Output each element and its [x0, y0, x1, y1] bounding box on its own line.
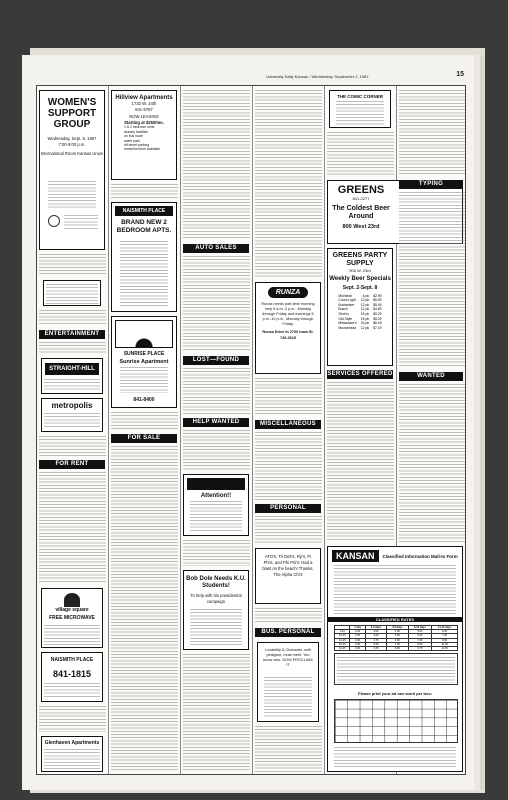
rates-cell: 2.50 — [350, 634, 365, 638]
beer-name: Budweiser — [338, 302, 355, 307]
entertainment-text — [39, 342, 106, 354]
naismith-features — [120, 241, 168, 307]
rates-column-header: 4-5 days — [387, 626, 408, 630]
attention-logo — [187, 478, 245, 490]
attention-ad — [183, 474, 249, 536]
column-4 — [253, 86, 325, 774]
lovability-ad — [257, 642, 319, 722]
col1-text-block — [39, 254, 106, 276]
column-3 — [181, 86, 253, 774]
comic-corner-title: THE COMIC CORNER — [337, 94, 383, 99]
hillview-now-leasing: NOW LEASING — [129, 114, 159, 120]
village-square-text — [44, 625, 100, 645]
greens-phone: 841-2277 — [352, 196, 370, 201]
lovability-text — [264, 677, 312, 717]
beer-name: Michelob — [338, 293, 352, 298]
kansan-form-subtitle: Classified Information Mail-In Form — [382, 553, 458, 559]
rates-cell: 31-35 — [335, 646, 350, 650]
col4-listings — [255, 90, 322, 278]
kansan-logo: KANSAN — [332, 550, 379, 562]
glenhaven-title: Glenhaven Apartments — [44, 740, 100, 746]
kansas-city-ad — [43, 280, 101, 306]
hillview-phone: 841-5797 — [135, 106, 153, 112]
newspaper-page — [22, 55, 474, 790]
services-offered-header: SERVICES OFFERED — [327, 371, 393, 377]
col5-text-block — [327, 132, 394, 176]
rates-cell: 8.50 — [408, 642, 432, 646]
beer-price: $5.39 — [373, 298, 382, 303]
col6-text-block — [399, 90, 465, 176]
greens-tagline: The Coldest Beer Around — [332, 204, 390, 220]
womens-support-title: WOMEN'S SUPPORT GROUP — [47, 97, 97, 130]
beer-name: Stroh's — [338, 311, 349, 316]
rates-cell: 6.00 — [432, 630, 458, 634]
naismith2-text — [44, 683, 100, 699]
hillview-title: Hillview Apartments — [115, 95, 173, 101]
hillview-address: 1733 W. 24th — [131, 101, 157, 106]
ad-line-prompt: Please print your ad one word per box: — [357, 691, 432, 696]
pack-size: 12 pk — [360, 302, 370, 307]
pack-size: 24 pk — [360, 321, 370, 326]
pack-size: 12 pk — [360, 325, 370, 330]
comic-corner-ad — [329, 90, 391, 128]
wanted-listings — [399, 384, 465, 542]
hillview-ad — [111, 90, 177, 180]
for-rent-header: FOR RENT — [39, 460, 105, 469]
help-wanted-listings — [183, 430, 250, 470]
hillview-feature: rental furniture available — [124, 147, 161, 152]
rates-cell: 4.00 — [365, 634, 386, 638]
rates-cell: 6.00 — [387, 638, 408, 642]
attention-title: Attention!! — [200, 493, 232, 499]
straight-hill-ad — [41, 358, 103, 394]
personal-thanks-body: ATO's, Tri Delt's, Fiji's, Pi Phi's, and Phi Psi's: Had a blast on the beach! Thanks, The Alpha Chi's — [262, 554, 314, 577]
col4-text-block-2 — [255, 608, 322, 624]
col2-text-block-2 — [111, 412, 178, 430]
naismith-place-ad-2 — [41, 652, 103, 702]
rates-cell: 5.50 — [365, 642, 386, 646]
metropolis-ad — [41, 398, 103, 432]
page-header — [36, 71, 466, 81]
runza-location: Runza Drive In 2700 Iowa St. — [262, 330, 314, 334]
auto-sales-listings — [183, 256, 250, 352]
glenhaven-text — [44, 749, 100, 769]
bob-dole-body: To help with his presidential campaign — [190, 593, 242, 604]
greens-title: GREENS — [337, 184, 385, 196]
rates-cell: 5.00 — [387, 634, 408, 638]
classified-rates-header: CLASSIFIED RATES — [328, 617, 462, 622]
beer-price: $4.89 — [373, 307, 382, 312]
naismith2-phone: 841-1815 — [52, 669, 92, 679]
sunrise-place-ad — [111, 316, 177, 408]
rates-cell: 9.75 — [408, 646, 432, 650]
for-sale-header: FOR SALE — [111, 434, 177, 443]
entertainment-header: ENTERTAINMENT — [39, 330, 105, 339]
hillview-feature: on bus route — [124, 134, 143, 139]
beer-name: Milwaukee's — [338, 321, 357, 326]
bob-dole-title: Bob Dole Needs K.U. Students! — [186, 576, 246, 589]
help-wanted-header: HELP WANTED — [183, 418, 249, 427]
beer-specials-table — [336, 294, 383, 331]
rates-cell: 4.00 — [350, 646, 365, 650]
rates-cell: 3.00 — [350, 638, 365, 642]
pack-size: 6 pk — [362, 293, 370, 298]
rates-cell: 10.00 — [432, 642, 458, 646]
rates-cell: 6.25 — [365, 646, 386, 650]
naismith2-title: NAISMITH PLACE — [50, 657, 94, 663]
hillview-feature: laundry facilities — [124, 129, 149, 134]
personal-listings — [255, 516, 322, 544]
rates-cell: 21-25 — [335, 638, 350, 642]
hillview-feature: off street parking — [124, 143, 150, 147]
sunrise-subtitle: Sunrise Apartment — [119, 359, 169, 365]
runza-body: Runza needs part-time morning help 9 a.m.-2 p.m., Monday through Friday and evenings 5 p.m.-10 p.m., Monday through Friday. — [261, 302, 315, 326]
col1-text-block-2 — [39, 310, 106, 326]
miscellaneous-header: MISCELLANEOUS — [255, 420, 321, 429]
rates-column-header: 11-15 days — [432, 626, 458, 630]
lost-found-header: LOST—FOUND — [183, 356, 249, 365]
pack-size: 12 pk — [360, 298, 370, 303]
glenhaven-ad — [41, 736, 103, 772]
rates-cell: 7.25 — [408, 638, 432, 642]
bob-dole-text — [190, 609, 242, 645]
womens-support-time: 7:00-9:00 p.m. — [58, 141, 86, 147]
sunrise-icon — [115, 320, 173, 348]
rates-cell: 8.50 — [432, 638, 458, 642]
wanted-header: WANTED — [399, 372, 463, 381]
bob-dole-ad — [183, 570, 249, 650]
metropolis-text — [44, 413, 100, 429]
straight-hill-title: STRAIGHT-HILL — [45, 363, 99, 375]
personal-thanks-ad — [255, 548, 321, 604]
for-rent-listings — [39, 472, 106, 584]
sponsor-text — [64, 215, 98, 231]
sunrise-text — [120, 367, 168, 393]
comic-corner-text — [336, 101, 384, 125]
miscellaneous-listings — [255, 432, 322, 500]
col2-text-block — [111, 184, 178, 198]
rates-column-header: 1 day — [350, 626, 365, 630]
logo-icon — [48, 215, 60, 227]
hillview-feature: 1 & 2 bedroom units — [124, 125, 155, 130]
rates-cell: 8.00 — [387, 646, 408, 650]
services-offered-listings — [327, 382, 394, 542]
page-number: 15 — [456, 71, 464, 78]
rates-cell: 7.00 — [432, 634, 458, 638]
village-square-title: village square — [55, 607, 89, 613]
greens-party-supply-ad — [327, 248, 393, 366]
publication-line: University Daily Kansan / Wednesday, September 2, 1987 — [266, 74, 369, 79]
typing-header: TYPING — [399, 180, 463, 189]
straight-hill-text — [44, 379, 100, 391]
col3-text-block — [183, 540, 250, 566]
col3-listings-2 — [183, 654, 250, 772]
beer-special-row — [336, 326, 383, 331]
rates-cell: 2.00 — [350, 630, 365, 634]
beer-name: Coors Light — [338, 298, 356, 303]
col3-listings — [183, 90, 250, 240]
rates-cell: 5.00 — [408, 630, 432, 634]
naismith-place-ad — [111, 202, 177, 312]
kansas-city-ad-text — [46, 284, 98, 304]
greens-address: 800 West 23rd — [342, 223, 380, 230]
greens-party-dates: Sept. 2-Sept. 8 — [342, 284, 378, 291]
column-2 — [109, 86, 181, 774]
lost-found-listings — [183, 368, 250, 414]
col4-listings-2 — [255, 726, 322, 772]
pack-size: 12 pk — [360, 307, 370, 312]
beer-price: $7.19 — [373, 325, 382, 330]
metropolis-title: metropolis — [51, 401, 93, 410]
pack-size: 15 pk — [360, 316, 370, 321]
column-1 — [37, 86, 109, 774]
attention-text — [190, 501, 242, 531]
rates-cell: 4.75 — [365, 638, 386, 642]
rates-cell: 16-20 — [335, 634, 350, 638]
typing-listings — [399, 192, 465, 368]
rates-cell: 3.00 — [365, 630, 386, 634]
beer-price: $5.49 — [373, 302, 382, 307]
womens-support-place: International Room Kansas Union — [40, 151, 104, 157]
rates-cell: 4.00 — [387, 630, 408, 634]
rates-cell: 1-15 — [335, 630, 350, 634]
column-6 — [397, 86, 467, 774]
beer-name: Busch — [338, 307, 348, 312]
beer-price: $5.29 — [373, 311, 382, 316]
village-square-ad — [41, 588, 103, 648]
col1-text-block-3 — [39, 436, 106, 456]
rates-cell: 26-30 — [335, 642, 350, 646]
naismith-title: NAISMITH PLACE — [115, 206, 173, 216]
rates-column-header: 2-3 days — [365, 626, 386, 630]
village-square-offer: FREE MICROWAVE — [49, 615, 95, 621]
rates-cell: 7.00 — [387, 642, 408, 646]
col1-text-block-4 — [39, 706, 106, 732]
bus-personal-header: BUS. PERSONAL — [255, 628, 321, 637]
womens-support-date: Wednesday, Sept. 9, 1987 — [47, 136, 97, 141]
sunrise-title: SUNRISE PLACE — [123, 351, 165, 357]
beer-name: Moosehead — [338, 325, 357, 330]
greens-party-title: GREENS PARTY SUPPLY — [332, 252, 388, 267]
rates-column-header: 6-10 days — [408, 626, 432, 630]
tree-icon — [64, 593, 80, 607]
hillview-price: Starting at $250/mo. — [124, 119, 164, 125]
runza-phone: 749-2615 — [279, 335, 297, 340]
lovability-body: Lovability & Character, with pedigree, must meet. You know who. NOW PROCLAIM IT — [263, 648, 313, 667]
personal-header: PERSONAL — [255, 504, 321, 513]
runza-logo: RUNZA — [268, 287, 308, 298]
hillview-feature: water paid — [124, 138, 140, 143]
sunrise-phone: 841-8400 — [133, 397, 155, 403]
runza-ad — [255, 282, 321, 374]
womens-support-text — [48, 181, 96, 209]
auto-sales-header: AUTO SALES — [183, 244, 249, 253]
womens-support-ad — [39, 90, 105, 250]
beer-name: Old Style — [338, 316, 353, 321]
greens-party-address: 908 W. 23rd — [349, 268, 371, 273]
greens-party-tagline: Weekly Beer Specials — [329, 275, 391, 282]
rates-cell: 11.50 — [432, 646, 458, 650]
rates-cell: 6.00 — [408, 634, 432, 638]
rates-cell: 3.50 — [350, 642, 365, 646]
col4-text-block — [255, 378, 322, 416]
classifieds-page — [36, 85, 466, 775]
pack-size: 15 pk — [360, 311, 370, 316]
beer-price: $6.49 — [373, 321, 382, 326]
beer-price: $5.29 — [373, 316, 382, 321]
beer-price: $2.99 — [373, 293, 382, 298]
for-sale-listings — [111, 446, 178, 772]
naismith-subtitle: BRAND NEW 2 BEDROOM APTS. — [116, 219, 172, 234]
